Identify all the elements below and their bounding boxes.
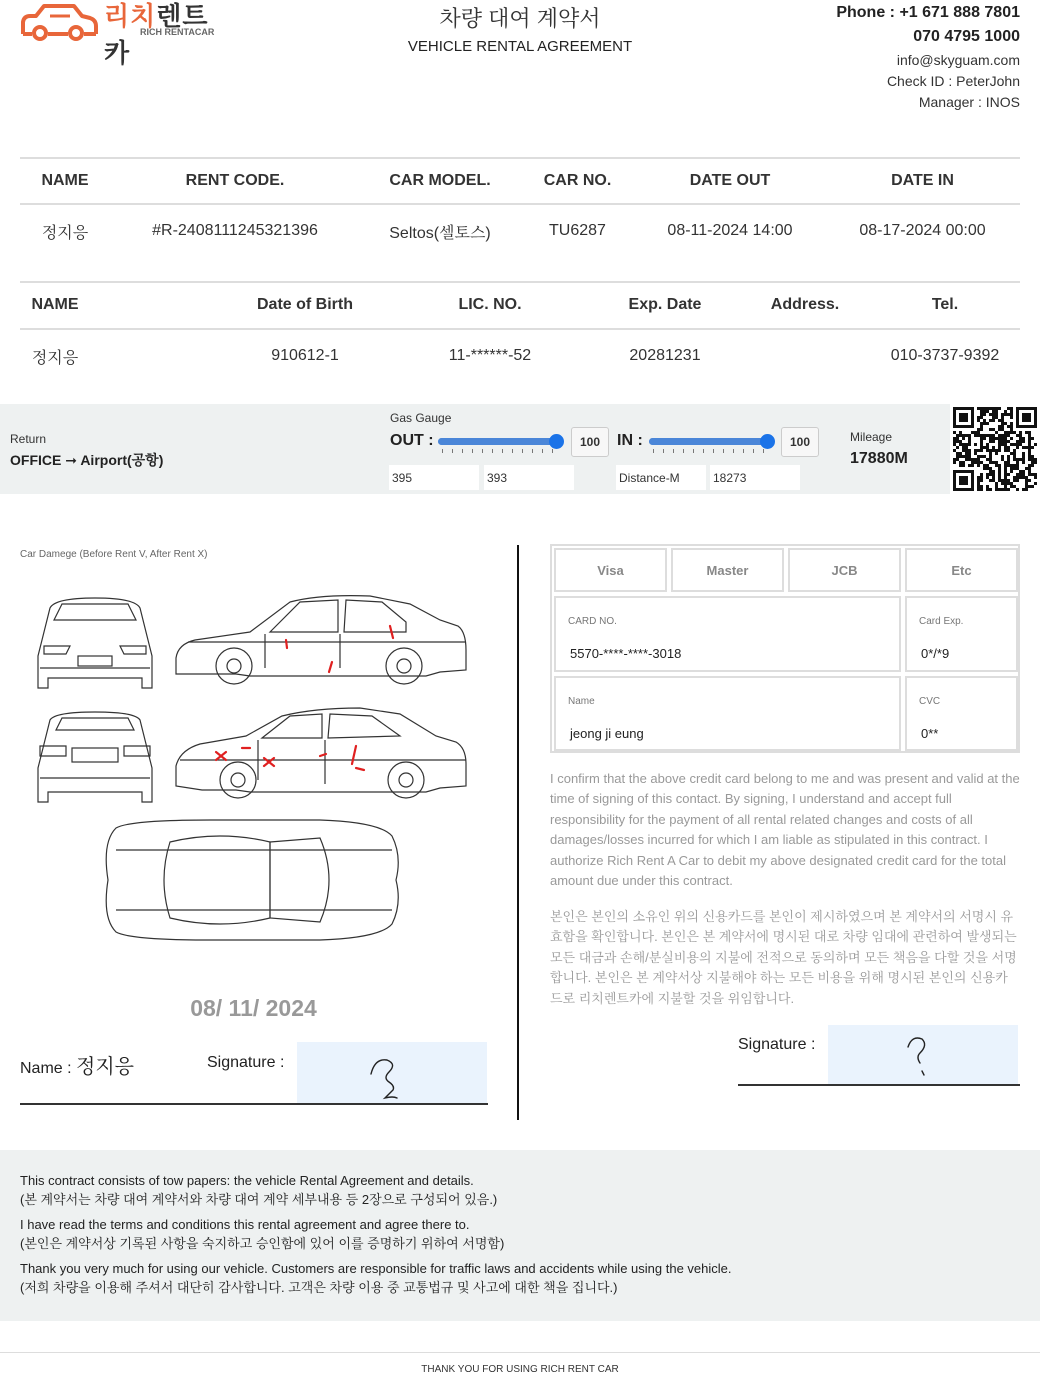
card-cvc-value: 0** xyxy=(921,726,939,741)
contact-block xyxy=(836,4,1020,113)
slider-ticks xyxy=(653,449,767,453)
damage-label: Car Damege (Before Rent V, After Rent X) xyxy=(20,549,208,560)
license-exp: 20281231 xyxy=(629,347,701,364)
header-rent-code: RENT CODE. xyxy=(185,172,285,189)
car-damage-diagram-icon xyxy=(20,580,490,960)
mileage-out-field[interactable]: 395 xyxy=(389,465,479,490)
header-tel: Tel. xyxy=(931,296,959,313)
terms-line: (본 계약서는 차량 대여 계약서와 차량 대여 계약 세부내용 등 2장으로 구성되어 있음.) xyxy=(20,1192,498,1207)
gas-gauge-label: Gas Gauge xyxy=(390,411,452,425)
damage-panel xyxy=(20,540,500,1120)
return-value: OFFICE ➞ Airport(공항) xyxy=(10,452,164,468)
header-license: LIC. NO. xyxy=(458,296,522,313)
mileage-value: 17880M xyxy=(850,450,908,467)
consent-text-en: I confirm that the above credit card belong to me and was present and valid at the time of signing of this contact. By signing, I understand and accept full responsibility for the payment of all rental related changes and costs of all damages/losses incurred for which I am liable as stipulated in this contract. I authorize Rich Rent A Car to debit my above designated credit card for the total amount due under this contract. xyxy=(550,771,1020,889)
terms-section xyxy=(0,1150,1040,1321)
gauge-band xyxy=(0,404,1040,494)
card-exp-value: 0*/*9 xyxy=(921,646,950,661)
contact-email: info@skyguam.com xyxy=(896,52,1020,68)
header-car-no: CAR NO. xyxy=(543,172,612,189)
slider-thumb[interactable] xyxy=(760,434,775,449)
header xyxy=(0,0,1040,130)
signature-label: Signature : xyxy=(207,1054,285,1071)
card-signature-rule xyxy=(738,1084,1020,1086)
slider-thumb[interactable] xyxy=(549,434,564,449)
tel: 010-3737-9392 xyxy=(890,347,1000,364)
terms-line: I have read the terms and conditions this rental agreement and agree there to. xyxy=(20,1217,470,1232)
header-address: Address. xyxy=(770,296,840,313)
card-type-visa[interactable]: Visa xyxy=(554,548,667,592)
table-row xyxy=(20,207,1020,255)
card-no-value: 5570-****-****-3018 xyxy=(570,646,682,661)
signature-stroke-icon xyxy=(297,1042,487,1104)
address xyxy=(750,332,860,380)
return-label: Return xyxy=(10,432,47,446)
mileage-label: Mileage xyxy=(850,430,893,444)
terms-line: (본인은 계약서상 기록된 사항을 숙지하고 승인함에 있어 이를 증명하기 위하여 서명함) xyxy=(20,1236,505,1251)
slider-fill xyxy=(649,438,767,445)
card-exp-field[interactable] xyxy=(905,596,1018,672)
footer-text: THANK YOU FOR USING RICH RENT CAR xyxy=(421,1364,619,1375)
driver-dob: 910612-1 xyxy=(271,347,339,364)
car-model: Seltos(셀토스) xyxy=(389,224,491,242)
distance-label-field[interactable]: Distance-M xyxy=(616,465,706,490)
license-no: 11-******-52 xyxy=(448,347,532,364)
card-cvc-field[interactable] xyxy=(905,676,1018,751)
customer-name: 정지응 xyxy=(76,1056,134,1078)
car-no: TU6287 xyxy=(549,222,606,239)
header-exp-date: Exp. Date xyxy=(628,296,702,313)
signature-stroke-icon xyxy=(828,1025,1018,1085)
renter-name: 정지응 xyxy=(41,224,89,242)
card-type-jcb[interactable]: JCB xyxy=(788,548,901,592)
date-out: 08-11-2024 14:00 xyxy=(667,222,793,239)
terms-line: This contract consists of tow papers: the vehicle Rental Agreement and details. xyxy=(20,1173,474,1188)
slider-fill xyxy=(438,438,556,445)
rent-code: #R-2408111245321396 xyxy=(152,222,318,239)
terms-line: Thank you very much for using our vehicle. Customers are responsible for traffic laws and accidents while using the vehicle. xyxy=(20,1261,732,1276)
brand-name-ko: 리치렌트카 xyxy=(104,1,209,68)
in-label: IN : xyxy=(617,432,643,449)
card-type-master[interactable]: Master xyxy=(671,548,784,592)
header-car-model: CAR MODEL. xyxy=(389,172,491,189)
name-line xyxy=(20,1050,134,1079)
distance-value-field[interactable]: 18273 xyxy=(710,465,800,490)
card-panel xyxy=(550,544,1020,753)
out-label: OUT : xyxy=(390,432,434,449)
card-type-etc[interactable]: Etc xyxy=(905,548,1018,592)
gas-in-slider[interactable] xyxy=(649,435,771,451)
name-label: Name : xyxy=(20,1060,72,1077)
gas-out-slider[interactable] xyxy=(438,435,560,451)
check-id: Check ID : PeterJohn xyxy=(886,73,1020,89)
header-dob: Date of Birth xyxy=(257,296,353,313)
gas-out-value: 100 xyxy=(571,427,609,457)
card-name-label: Name xyxy=(568,696,595,707)
table-header-row xyxy=(20,282,1020,330)
header-name: NAME xyxy=(31,296,79,313)
page-title-ko: 차량 대여 계약서 xyxy=(439,6,601,31)
card-name-value: jeong ji eung xyxy=(570,726,644,741)
card-no-label: CARD NO. xyxy=(568,616,617,627)
mileage-in-field[interactable]: 393 xyxy=(484,465,574,490)
header-name: NAME xyxy=(41,172,89,189)
table-header-row xyxy=(20,157,1020,205)
card-signature-box[interactable] xyxy=(828,1025,1018,1085)
terms-line: (저희 차량을 이용해 주셔서 대단히 감사합니다. 고객은 차량 이용 중 교통법규 및 사고에 대한 책을 집니다.) xyxy=(20,1280,618,1295)
vertical-divider xyxy=(517,545,519,1120)
footer-divider xyxy=(0,1352,1040,1353)
table-row xyxy=(20,332,1020,380)
signature-box[interactable] xyxy=(297,1042,487,1104)
header-date-out: DATE OUT xyxy=(689,172,771,189)
card-exp-label: Card Exp. xyxy=(919,616,964,627)
signature-rule xyxy=(20,1103,488,1105)
date-in: 08-17-2024 00:00 xyxy=(859,222,986,239)
card-name-field[interactable] xyxy=(554,676,901,751)
card-cvc-label: CVC xyxy=(919,696,941,707)
header-date-in: DATE IN xyxy=(891,172,954,189)
slider-ticks xyxy=(442,449,556,453)
gas-in-value: 100 xyxy=(781,427,819,457)
contract-date: 08/ 11/ 2024 xyxy=(190,995,317,1021)
phone-primary: Phone : +1 671 888 7801 xyxy=(836,4,1020,21)
driver-name: 정지응 xyxy=(31,349,79,367)
phone-secondary: 070 4795 1000 xyxy=(913,28,1020,45)
manager: Manager : INOS xyxy=(918,94,1020,110)
page-title-en: VEHICLE RENTAL AGREEMENT xyxy=(407,38,633,55)
card-signature-label: Signature : xyxy=(738,1036,816,1053)
qr-code-icon xyxy=(950,404,1040,494)
card-no-field[interactable] xyxy=(554,596,901,672)
consent-text-ko: 본인은 본인의 소유인 위의 신용카드를 본인이 제시하였으며 본 계약서의 서명시 유효함을 확인합니다. 본인은 본 계약서에 명시된 대로 차량 임대에 관련하여 발생되는 모든 대금과 손해/분실비용의 지불에 전적으로 동의하며 모든 책음을 다할 것을 서명합니다. 본인은 본 계약서상 지불해야 하는 모든 비용을 위해 명시된 본인의 신용카드로 리치렌트카에 지불할 것을 위임합니다. xyxy=(550,909,1017,1006)
brand-name-en: RICH RENTACAR xyxy=(140,27,215,37)
